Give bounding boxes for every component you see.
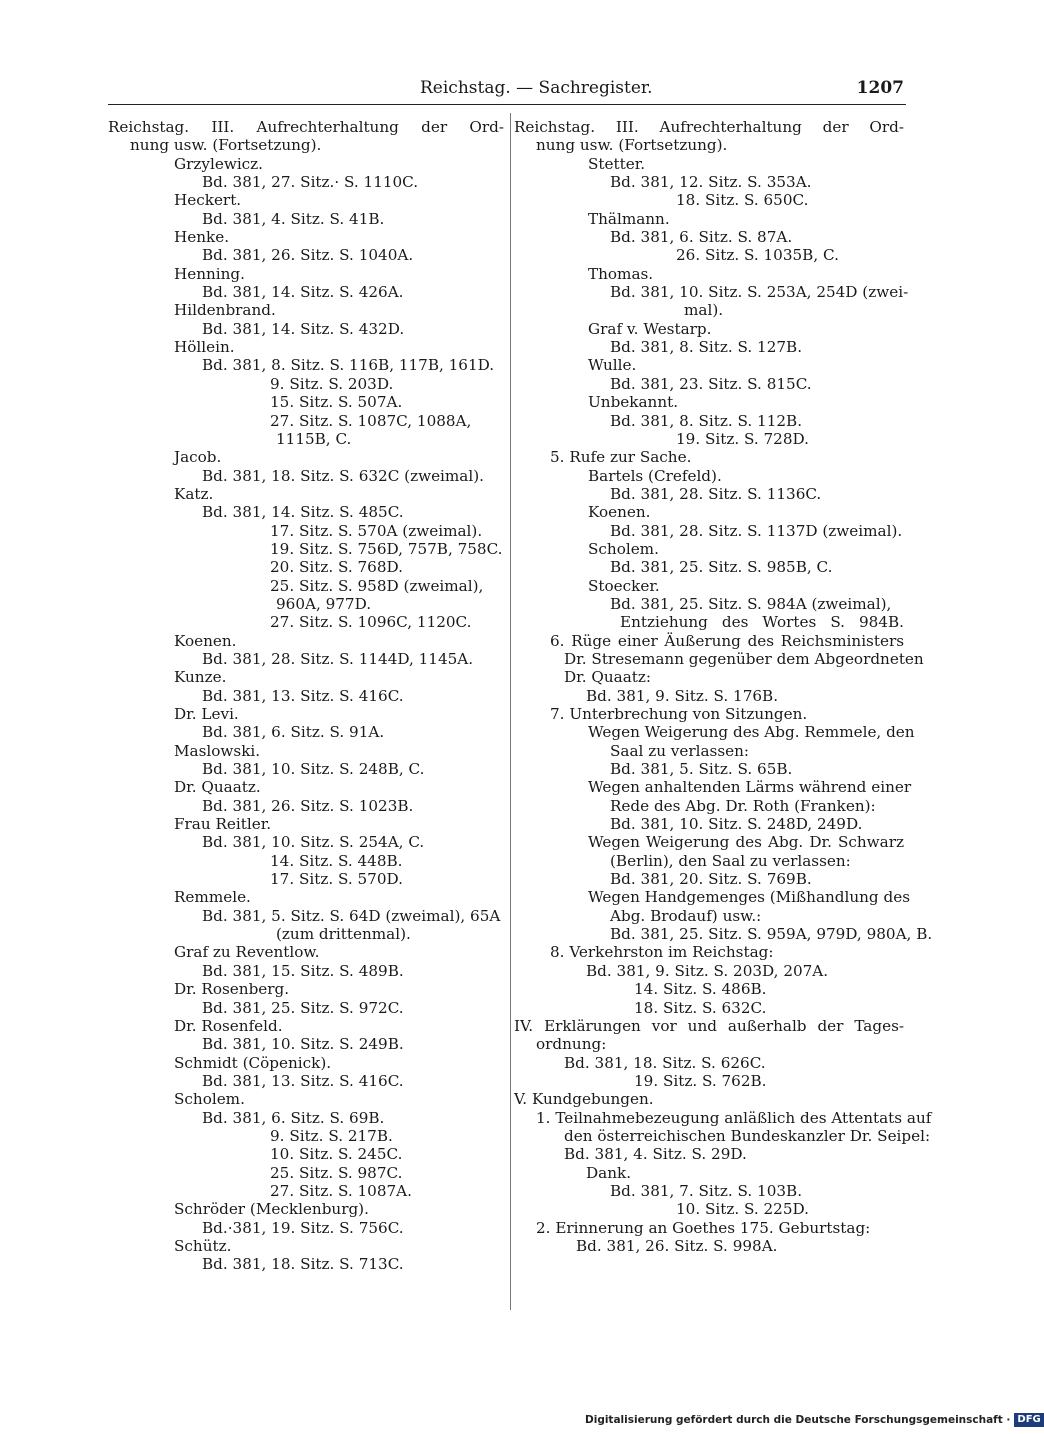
- index-line: Remmele.: [174, 888, 251, 907]
- index-line: 2. Erinnerung an Goethes 175. Geburtstag:: [536, 1218, 871, 1237]
- index-line: Bd. 381, 5. Sitz. S. 64D (zweimal), 65A: [202, 906, 501, 925]
- index-line: 10. Sitz. S. 225D.: [676, 1200, 809, 1219]
- index-line: Dr. Rosenfeld.: [174, 1016, 283, 1035]
- index-line: Graf zu Reventlow.: [174, 943, 320, 962]
- index-line: Unbekannt.: [588, 393, 679, 412]
- index-line: Bd. 381, 14. Sitz. S. 426A.: [202, 283, 404, 302]
- index-line: Graf v. Westarp.: [588, 319, 712, 338]
- index-line: Bartels (Crefeld).: [588, 466, 722, 485]
- index-line: Wegen Handgemenges (Mißhandlung des: [588, 888, 910, 907]
- index-line: 10. Sitz. S. 245C.: [270, 1145, 403, 1164]
- index-line: Bd. 381, 8. Sitz. S. 127B.: [610, 338, 803, 357]
- index-line: Wulle.: [588, 356, 637, 375]
- index-line: 26. Sitz. S. 1035B, C.: [676, 246, 839, 265]
- index-line: Koenen.: [174, 631, 237, 650]
- index-line: 20. Sitz. S. 768D.: [270, 558, 403, 577]
- index-line: (zum drittenmal).: [276, 925, 411, 944]
- index-line: Dr. Levi.: [174, 705, 239, 723]
- index-line: 8. Verkehrston im Reichstag:: [550, 943, 774, 962]
- index-line: Bd.·381, 19. Sitz. S. 756C.: [202, 1218, 404, 1237]
- index-line: 27. Sitz. S. 1096C, 1120C.: [270, 613, 472, 632]
- index-line: Thälmann.: [588, 209, 670, 228]
- index-line: 27. Sitz. S. 1087A.: [270, 1181, 412, 1200]
- index-line: 19. Sitz. S. 762B.: [634, 1071, 767, 1090]
- index-line: 1115B, C.: [276, 429, 352, 448]
- index-line: Bd. 381, 10. Sitz. S. 253A, 254D (zwei-: [610, 283, 909, 302]
- index-line: Bd. 381, 25. Sitz. S. 972C.: [202, 998, 404, 1017]
- index-line: Bd. 381, 26. Sitz. S. 1040A.: [202, 246, 414, 265]
- index-line: 27. Sitz. S. 1087C, 1088A,: [270, 411, 472, 430]
- index-line: Bd. 381, 4. Sitz. S. 29D.: [564, 1145, 747, 1164]
- index-line: Wegen anhaltenden Lärms während einer: [588, 778, 912, 797]
- index-line: Bd. 381, 6. Sitz. S. 91A.: [202, 723, 385, 742]
- index-line: Entziehung des Wortes S. 984B.: [620, 613, 904, 632]
- index-line: Bd. 381, 27. Sitz.· S. 1110C.: [202, 173, 419, 192]
- index-line: 9. Sitz. S. 203D.: [270, 374, 394, 393]
- index-line: 25. Sitz. S. 958D (zweimal),: [270, 576, 484, 595]
- index-line: Bd. 381, 25. Sitz. S. 984A (zweimal),: [610, 594, 892, 613]
- index-line: Bd. 381, 10. Sitz. S. 248B, C.: [202, 760, 425, 779]
- index-line: Bd. 381, 26. Sitz. S. 998A.: [576, 1236, 778, 1255]
- index-line: Hildenbrand.: [174, 301, 276, 320]
- column-divider: [510, 113, 511, 1310]
- index-line: 17. Sitz. S. 570A (zweimal).: [270, 521, 483, 540]
- funding-notice: [585, 1413, 1041, 1431]
- index-line: Saal zu verlassen:: [610, 741, 750, 760]
- index-line: Maslowski.: [174, 741, 261, 760]
- index-line: ordnung:: [536, 1035, 607, 1054]
- index-line: Jacob.: [174, 448, 222, 467]
- index-line: Dank.: [586, 1163, 632, 1182]
- index-line: Dr. Rosenberg.: [174, 980, 290, 999]
- page-header: [108, 76, 906, 102]
- header-rule: [108, 104, 906, 105]
- index-line: Bd. 381, 18. Sitz. S. 626C.: [564, 1053, 766, 1072]
- index-line: Wegen Weigerung des Abg. Dr. Schwarz: [588, 833, 904, 852]
- index-line: 960A, 977D.: [276, 594, 372, 613]
- index-line: Bd. 381, 28. Sitz. S. 1137D (zweimal).: [610, 521, 903, 540]
- index-line: Bd. 381, 28. Sitz. S. 1144D, 1145A.: [202, 649, 474, 668]
- index-line: mal).: [684, 301, 724, 320]
- index-line: Wegen Weigerung des Abg. Remmele, den: [588, 723, 915, 742]
- index-line: Bd. 381, 23. Sitz. S. 815C.: [610, 374, 812, 393]
- index-line: Katz.: [174, 484, 214, 503]
- index-line: Bd. 381, 18. Sitz. S. 632C (zweimal).: [202, 466, 484, 485]
- index-line: 17. Sitz. S. 570D.: [270, 870, 403, 889]
- index-line: Bd. 381, 14. Sitz. S. 485C.: [202, 503, 404, 522]
- index-line: 25. Sitz. S. 987C.: [270, 1163, 403, 1182]
- index-line: Bd. 381, 6. Sitz. S. 69B.: [202, 1108, 385, 1127]
- index-line: Koenen.: [588, 503, 651, 522]
- index-line: Abg. Brodauf) usw.:: [610, 906, 762, 925]
- dfg-logo: DFG: [1014, 1413, 1043, 1427]
- index-line: 18. Sitz. S. 650C.: [676, 191, 809, 210]
- index-line: Dr. Quaatz.: [174, 778, 261, 797]
- index-line: IV. Erklärungen vor und außerhalb der Tages-: [514, 1016, 904, 1035]
- index-line: Bd. 381, 25. Sitz. S. 985B, C.: [610, 558, 833, 577]
- index-line: 6. Rüge einer Äußerung des Reichsministers: [550, 631, 904, 650]
- index-line: Bd. 381, 12. Sitz. S. 353A.: [610, 173, 812, 192]
- index-line: Rede des Abg. Dr. Roth (Franken):: [610, 796, 876, 815]
- index-line: Bd. 381, 9. Sitz. S. 203D, 207A.: [586, 961, 829, 980]
- index-line: Heckert.: [174, 191, 242, 210]
- index-line: Bd. 381, 5. Sitz. S. 65B.: [610, 760, 793, 779]
- index-line: Höllein.: [174, 338, 235, 357]
- index-line: Dr. Stresemann gegenüber dem Abgeordneten: [564, 649, 924, 668]
- index-line: Schmidt (Cöpenick).: [174, 1053, 332, 1072]
- index-line: Thomas.: [588, 264, 654, 283]
- index-line: Bd. 381, 6. Sitz. S. 87A.: [610, 228, 793, 247]
- index-line: Dr. Quaatz:: [564, 668, 651, 687]
- index-line: Bd. 381, 8. Sitz. S. 116B, 117B, 161D.: [202, 356, 495, 375]
- running-title: Reichstag. — Sachregister.: [420, 78, 653, 98]
- index-line: Bd. 381, 4. Sitz. S. 41B.: [202, 209, 385, 228]
- index-line: Bd. 381, 10. Sitz. S. 248D, 249D.: [610, 815, 863, 834]
- index-line: Bd. 381, 20. Sitz. S. 769B.: [610, 870, 812, 889]
- index-line: Stoecker.: [588, 576, 660, 595]
- index-line: Kunze.: [174, 668, 227, 687]
- index-line: 18. Sitz. S. 632C.: [634, 998, 767, 1017]
- index-line: 19. Sitz. S. 756D, 757B, 758C.: [270, 539, 503, 558]
- index-line: Bd. 381, 14. Sitz. S. 432D.: [202, 319, 405, 338]
- index-line: Stetter.: [588, 154, 646, 173]
- index-line: 5. Rufe zur Sache.: [550, 448, 692, 467]
- index-line: (Berlin), den Saal zu verlassen:: [610, 851, 851, 870]
- page-number: 1207: [856, 78, 904, 98]
- left-column: [108, 118, 506, 1274]
- index-line: Reichstag. III. Aufrechterhaltung der Ord-: [108, 118, 504, 136]
- index-line: Reichstag. III. Aufrechterhaltung der Ord-: [514, 118, 904, 136]
- index-line: den österreichischen Bundeskanzler Dr. Seipel:: [564, 1126, 931, 1145]
- index-line: V. Kundgebungen.: [514, 1090, 654, 1109]
- right-column: [514, 118, 933, 1255]
- index-line: Bd. 381, 13. Sitz. S. 416C.: [202, 686, 404, 705]
- index-line: Bd. 381, 28. Sitz. S. 1136C.: [610, 484, 822, 503]
- index-line: 19. Sitz. S. 728D.: [676, 429, 809, 448]
- index-line: Schröder (Mecklenburg).: [174, 1200, 369, 1219]
- index-line: Bd. 381, 25. Sitz. S. 959A, 979D, 980A, B.: [610, 925, 933, 944]
- index-line: 1. Teilnahmebezeugung anläßlich des Attentats auf: [536, 1108, 932, 1127]
- index-line: 14. Sitz. S. 486B.: [634, 980, 767, 999]
- index-line: Bd. 381, 10. Sitz. S. 249B.: [202, 1035, 404, 1054]
- index-line: Henke.: [174, 228, 230, 247]
- index-line: Bd. 381, 26. Sitz. S. 1023B.: [202, 796, 414, 815]
- index-line: Grzylewicz.: [174, 154, 264, 173]
- index-line: Bd. 381, 13. Sitz. S. 416C.: [202, 1071, 404, 1090]
- index-line: Schütz.: [174, 1236, 232, 1255]
- index-line: Scholem.: [174, 1090, 245, 1109]
- funding-text: Digitalisierung gefördert durch die Deutsche Forschungsgemeinschaft ·: [585, 1414, 1011, 1426]
- index-line: Henning.: [174, 264, 245, 283]
- index-line: Bd. 381, 15. Sitz. S. 489B.: [202, 961, 404, 980]
- index-line: 15. Sitz. S. 507A.: [270, 393, 403, 412]
- index-line: Bd. 381, 7. Sitz. S. 103B.: [610, 1181, 803, 1200]
- index-line: 14. Sitz. S. 448B.: [270, 851, 403, 870]
- index-line: Bd. 381, 9. Sitz. S. 176B.: [586, 686, 779, 705]
- index-line: 9. Sitz. S. 217B.: [270, 1126, 393, 1145]
- index-line: 7. Unterbrechung von Sitzungen.: [550, 705, 808, 723]
- index-line: Bd. 381, 18. Sitz. S. 713C.: [202, 1255, 404, 1274]
- index-line: Bd. 381, 10. Sitz. S. 254A, C.: [202, 833, 425, 852]
- index-line: nung usw. (Fortsetzung).: [130, 136, 322, 155]
- index-line: Scholem.: [588, 539, 659, 558]
- index-line: Bd. 381, 8. Sitz. S. 112B.: [610, 411, 803, 430]
- index-line: Frau Reitler.: [174, 815, 272, 834]
- index-line: nung usw. (Fortsetzung).: [536, 136, 728, 155]
